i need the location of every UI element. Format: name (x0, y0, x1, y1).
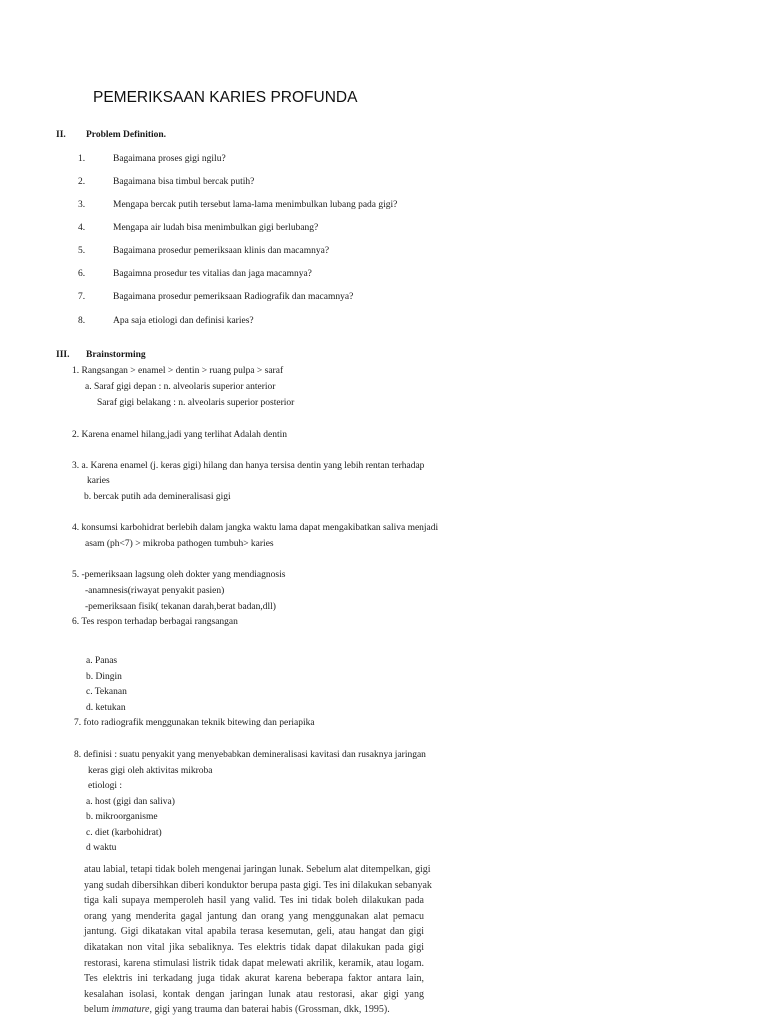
problem-text: Bagaimna prosedur tes vitalias dan jaga macamnya? (113, 269, 312, 279)
stimulus-item: a. Panas (86, 656, 118, 666)
paragraph-line: restorasi, karena stimulasi listrik tidak dapat melewati akrilik, keramik, atau logam. (84, 957, 424, 969)
paragraph-line: Tes elektris ini terkadang juga tidak akurat karena beberapa faktor antara lain, (84, 973, 424, 985)
stimulus-item: d. ketukan (86, 703, 126, 713)
problem-number: 8. (78, 316, 86, 326)
problem-text: Bagaimana proses gigi ngilu? (113, 154, 226, 164)
problem-text: Bagaimana prosedur pemeriksaan Radiografik dan macamnya? (113, 292, 354, 302)
etiology-item: d waktu (86, 843, 117, 852)
brainstorm-line: 5. -pemeriksaan lagsung oleh dokter yang mendiagnosis (72, 570, 286, 580)
brainstorm-line: 1. Rangsangan > enamel > dentin > ruang pulpa > saraf (72, 366, 284, 376)
problem-number: 1. (78, 154, 86, 164)
paragraph-text: , gigi yang trauma dan baterai habis (Grossman, dkk, 1995). (149, 1004, 390, 1016)
section-2-numeral: II. (56, 130, 66, 140)
paragraph-line: jantung. Gigi dikatakan vital apabila terasa kesemutan, geli, atau hangat dan gigi (84, 926, 424, 938)
paragraph-line: kesalahan isolasi, kontak dengan jaringan lunak atau restorasi, akar gigi yang (84, 988, 424, 1000)
paragraph-text: belum (84, 1004, 112, 1016)
brainstorm-line: 6. Tes respon terhadap berbagai rangsangan (72, 617, 238, 627)
brainstorm-line: b. bercak putih ada demineralisasi gigi (84, 492, 231, 502)
paragraph-line: dikatakan non vital jika sebaliknya. Tes elektris tidak dapat dilakukan pada gigi (84, 941, 424, 953)
problem-text: Bagaimana bisa timbul bercak putih? (113, 177, 255, 187)
brainstorm-line: etiologi : (88, 781, 123, 791)
brainstorm-line: 7. foto radiografik menggunakan teknik bitewing dan periapika (74, 718, 315, 728)
problem-number: 3. (78, 200, 86, 210)
stimulus-item: c. Tekanan (86, 687, 127, 697)
problem-text: Apa saja etiologi dan definisi karies? (113, 316, 254, 326)
problem-number: 5. (78, 246, 86, 256)
brainstorm-line: asam (ph<7) > mikroba pathogen tumbuh> karies (85, 539, 274, 549)
stimulus-item: b. Dingin (86, 672, 122, 682)
brainstorm-line: 3. a. Karena enamel (j. keras gigi) hilang dan hanya tersisa dentin yang lebih rentan terhadap (72, 461, 425, 471)
etiology-item: a. host (gigi dan saliva) (86, 797, 175, 807)
brainstorm-line: Saraf gigi belakang : n. alveolaris superior posterior (97, 398, 295, 408)
brainstorm-line: karies (87, 476, 110, 486)
etiology-item: c. diet (karbohidrat) (86, 828, 162, 838)
paragraph-line: yang sudah dibersihkan diberi konduktor berupa pasta gigi. Tes ini dilakukan sebanyak (84, 879, 432, 891)
problem-text: Mengapa bercak putih tersebut lama-lama menimbulkan lubang pada gigi? (113, 200, 398, 210)
problem-number: 6. (78, 269, 86, 279)
brainstorm-line: keras gigi oleh aktivitas mikroba (88, 766, 213, 776)
paragraph-line: tiga kali supaya memperoleh hasil yang valid. Tes ini tidak boleh dilakukan pada (84, 895, 424, 907)
paragraph-line: orang yang menderita gagal jantung dan orang yang menggunakan alat pemacu (84, 910, 424, 922)
problem-number: 4. (78, 223, 86, 233)
brainstorm-line: 8. definisi : suatu penyakit yang menyebabkan demineralisasi kavitasi dan rusaknya jaringan (74, 750, 426, 760)
paragraph-last-line (84, 1002, 424, 1018)
clipped-region (0, 843, 768, 852)
brainstorm-line: -anamnesis(riwayat penyakit pasien) (85, 586, 225, 596)
page-title: PEMERIKSAAN KARIES PROFUNDA (93, 89, 358, 106)
section-2-heading: Problem Definition. (86, 130, 167, 140)
brainstorm-line: -pemeriksaan fisik( tekanan darah,berat badan,dll) (85, 602, 276, 612)
problem-text: Mengapa air ludah bisa menimbulkan gigi berlubang? (113, 223, 319, 233)
brainstorm-line: 4. konsumsi karbohidrat berlebih dalam jangka waktu lama dapat mengakibatkan saliva menjadi (72, 523, 439, 533)
etiology-item: b. mikroorganisme (86, 812, 158, 822)
brainstorm-line: 2. Karena enamel hilang,jadi yang terlihat Adalah dentin (72, 430, 287, 440)
paragraph-italic-term: immature (111, 1004, 150, 1016)
problem-number: 2. (78, 177, 86, 187)
section-3-numeral: III. (56, 350, 70, 360)
brainstorm-line: a. Saraf gigi depan : n. alveolaris superior anterior (85, 382, 276, 392)
section-3-heading: Brainstorming (86, 350, 146, 360)
paragraph-line: atau labial, tetapi tidak boleh mengenai jaringan lunak. Sebelum alat ditempelkan, gigi (84, 864, 431, 875)
body-paragraph (84, 862, 432, 1018)
problem-text: Bagaimana prosedur pemeriksaan klinis dan macamnya? (113, 246, 330, 256)
problem-number: 7. (78, 292, 86, 302)
